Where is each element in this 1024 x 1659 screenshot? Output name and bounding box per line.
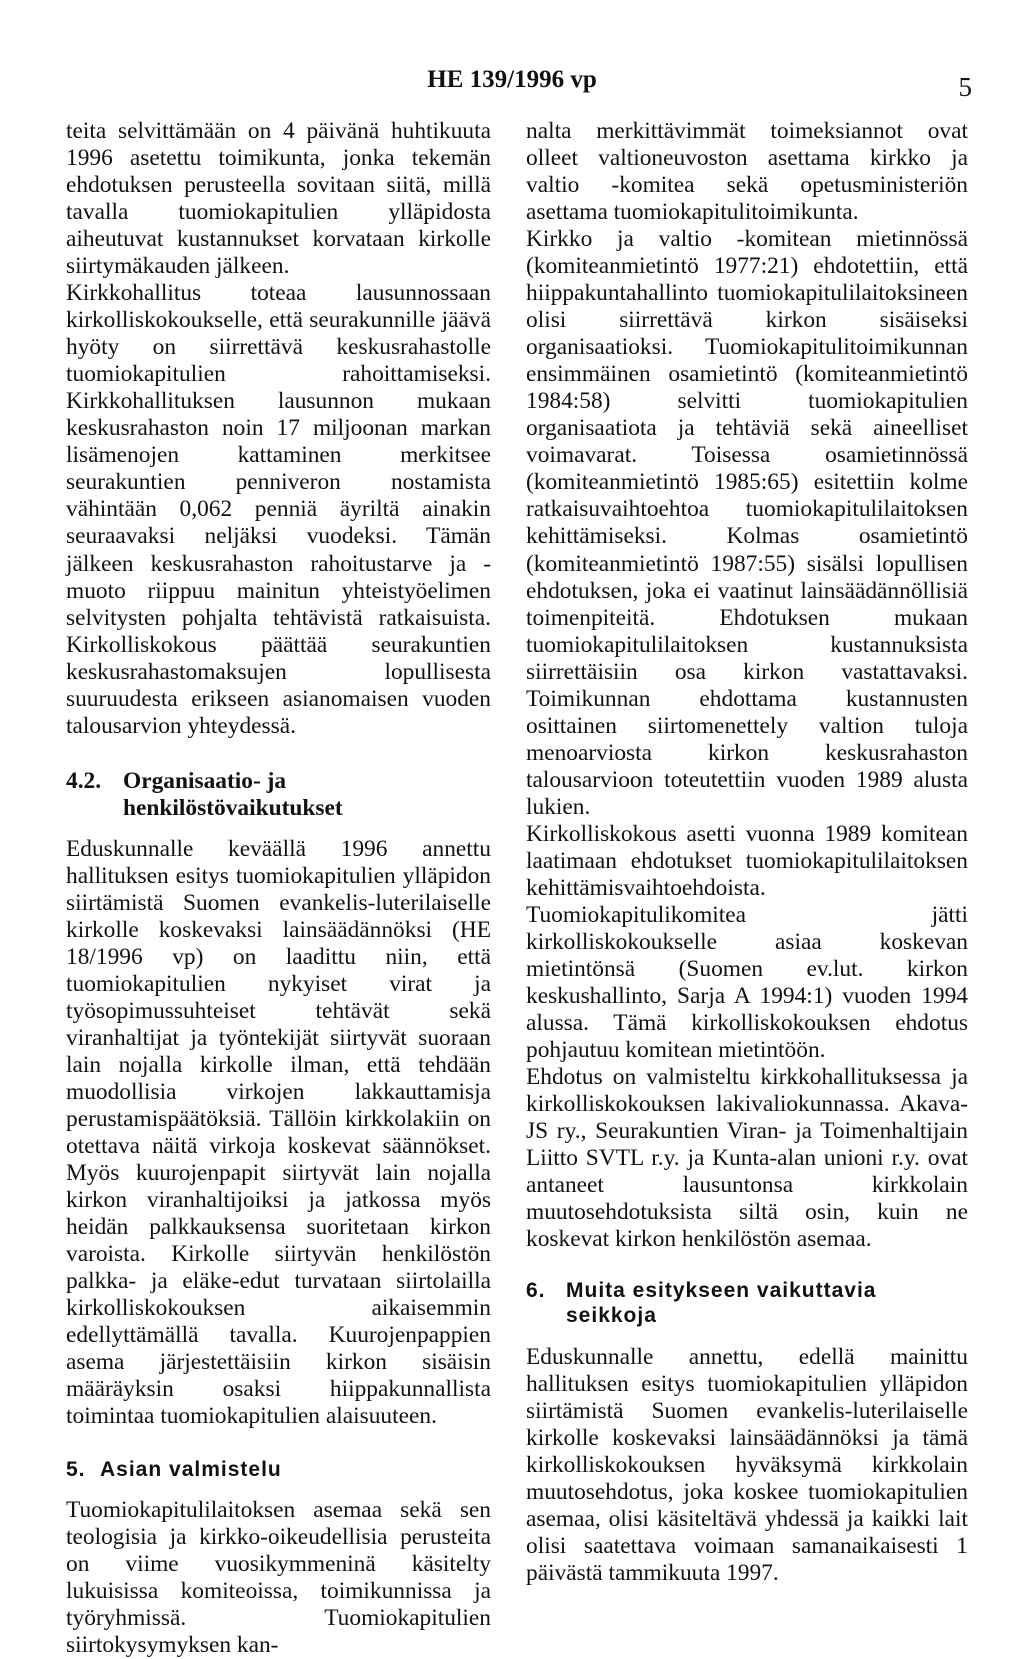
paragraph: nalta merkittävimmät toimeksiannot ovat olleet valtioneuvoston asettama kirkko ja valtio -komitea sekä opetusministeriön asettama tuomiokapitulitoimikunta. [526, 118, 968, 226]
paragraph: Kirkkohallitus toteaa lausunnossaan kirkolliskokoukselle, että seurakunnille jäävä hyöty on siirrettävä keskusrahastolle tuomiokapitulien rahoittamiseksi. Kirkkohallituksen lausunnon mukaan keskusrahaston noin 17 miljoonan markan lisämenojen kattaminen merkitsee seurakuntien penniveron nostamista vähintään 0,062 penniä äyriltä ainakin seuraavaksi neljäksi vuodeksi. Tämän jälkeen keskusrahaston rahoitustarve ja -muoto riippuu mainitun yhteistyöelimen selvitysten pohjalta tehtävistä ratkaisuista. Kirkolliskokous päättää seurakuntien keskusrahastomaksujen lopullisesta suuruudesta erikseen asianomaisen vuoden talousarvion yhteydessä. [66, 280, 491, 739]
section-title: Asian valmistelu [100, 1458, 282, 1482]
paragraph: teita selvittämään on 4 päivänä huhtikuuta 1996 asetettu toimikunta, jonka tekemän ehdotuksen perusteella sovitaan siitä, millä tavalla tuomiokapitulien ylläpidosta aiheutuvat kustannukset korvataan kirkolle siirtymäkauden jälkeen. [66, 118, 491, 280]
paragraph: Kirkolliskokous asetti vuonna 1989 komitean laatimaan ehdotukset tuomiokapitulilaitoksen kehittämisvaihtoehdoista. Tuomiokapitulikomitea jätti kirkolliskokoukselle asiaa koskevan mietintönsä (Suomen ev.lut. kirkon keskushallinto, Sarja A 1994:1) vuoden 1994 alussa. Tämä kirkolliskokouksen ehdotus pohjautuu komitean mietintöön. [526, 820, 968, 1064]
section-heading-5 [66, 1458, 491, 1482]
page-header [0, 66, 1024, 102]
section-number: 5. [66, 1458, 86, 1482]
section-number: 6. [526, 1279, 546, 1303]
section-title: Muita esitykseen vaikuttavia seikkoja [566, 1279, 877, 1327]
paragraph: Ehdotus on valmisteltu kirkkohallituksessa ja kirkolliskokouksen lakivaliokunnassa. Akava-JS ry., Seurakuntien Viran- ja Toimenhaltijain Liitto SVTL r.y. ja Kunta-alan unioni r.y. ovat antaneet lausuntonsa kirkkolain muutosehdotuksista siltä osin, kuin ne koskevat kirkon henkilöstön asemaa. [526, 1064, 968, 1253]
right-column [526, 118, 968, 1587]
left-column [66, 118, 491, 1659]
section-title: Organisaatio- ja henkilöstövaikutukset [123, 767, 343, 821]
paragraph: Kirkko ja valtio -komitean mietinnössä (komiteanmietintö 1977:21) ehdotettiin, että hiippakuntahallinto tuomiokapitulilaitoksineen olisi siirrettävä kirkon sisäiseksi organisaatioksi. Tuomiokapitulitoimikunnan ensimmäinen osamietintö (komiteanmietintö 1984:58) selvitti tuomiokapitulien organisaatiota ja tehtäviä sekä aineelliset voimavarat. Toisessa osamietinnössä (komiteanmietintö 1985:65) esitettiin kolme ratkaisuvaihtoehtoa tuomiokapitulilaitoksen kehittämiseksi. Kolmas osamietintö (komiteanmietintö 1987:55) sisälsi lopullisen ehdotuksen, joka ei vaatinut lainsäädännöllisiä toimenpiteitä. Ehdotuksen mukaan tuomiokapitulilaitoksen kustannuksista siirrettäisiin osa kirkon vastattavaksi. Toimikunnan ehdottama kustannusten osittainen siirtomenettely valtion tuloja menoarviosta kirkon keskusrahaston talousarvioon toteutettiin vuoden 1989 alusta lukien. [526, 226, 968, 820]
paragraph: Eduskunnalle annettu, edellä mainittu hallituksen esitys tuomiokapitulien ylläpidon siirtämistä Suomen evankelis-luterilaiselle kirkolle koskevaksi lainsäädännöksi ja tämä kirkolliskokouksen hyväksymä kirkkolain muutosehdotus, joka koskee tuomiokapitulien asemaa, olisi käsiteltävä yhdessä ja kaikki lait olisi saatettava voimaan samanaikaisesti 1 päivästä tammikuuta 1997. [526, 1343, 968, 1587]
page-number: 5 [958, 72, 972, 102]
section-heading-6 [526, 1279, 968, 1328]
section-heading-4-2 [66, 768, 491, 822]
document-title: HE 139/1996 vp [427, 66, 597, 93]
paragraph: Tuomiokapitulilaitoksen asemaa sekä sen teologisia ja kirkko-oikeudellisia perusteita on viime vuosikymmeninä käsitelty lukuisissa komiteoissa, toimikunnissa ja työryhmissä. Tuomiokapitulien siirtokysymyksen kan- [66, 1496, 491, 1658]
paragraph: Eduskunnalle keväällä 1996 annettu hallituksen esitys tuomiokapitulien ylläpidon siirtämistä Suomen evankelis-luterilaiselle kirkolle koskevaksi lainsäädännöksi (HE 18/1996 vp) on laadittu niin, että tuomiokapitulien nykyiset virat ja työsopimussuhteiset tehtävät sekä viranhaltijat ja työntekijät siirtyvät suoraan lain nojalla kirkolle ilman, että tehdään muodollisia virkojen lakkauttamisja perustamispäätöksiä. Tällöin kirkkolakiin on otettava näitä virkoja koskevat säännökset. Myös kuurojenpapit siirtyvät lain nojalla kirkon viranhaltijoiksi ja jatkossa myös heidän palkkauksensa suoritetaan kirkon varoista. Kirkolle siirtyvän henkilöstön palkka- ja eläke-edut turvataan siirtolailla kirkolliskokouksen aikaisemmin edellyttämällä tavalla. Kuurojenpappien asema järjestettäisiin kirkon sisäisin määräyksin osaksi hiippakunnallista toimintaa tuomiokapitulien alaisuuteen. [66, 835, 491, 1430]
section-number: 4.2. [66, 767, 102, 794]
